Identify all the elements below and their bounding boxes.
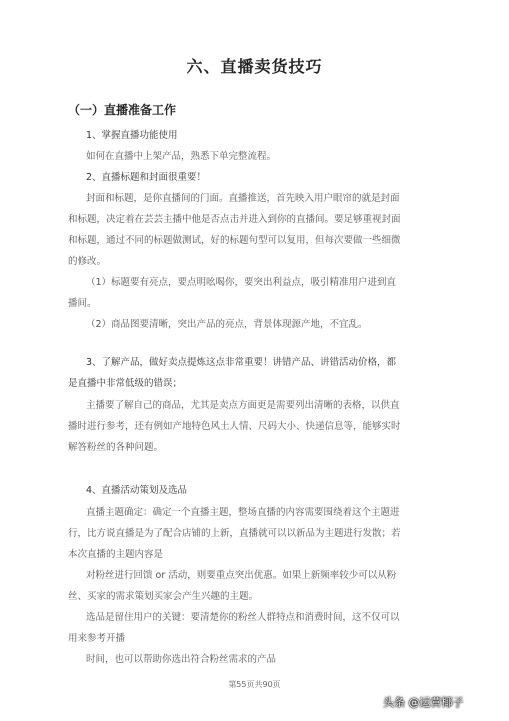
paragraph-line: （1）标题要有亮点，要点明吆喝你，要突出利益点，吸引精准用户进到直 [86, 277, 397, 288]
paragraph-line: 时间，也可以帮助你选出符合粉丝需求的产品 [86, 654, 277, 665]
paragraph-line: 主播要了解自己的商品，尤其是卖点方面更是需要列出清晰的表格，以供直 [86, 400, 400, 411]
paragraph-line: 播时进行参考，还有例如产地特色风土人情、尺码大小、快递信息等，能够实时 [68, 421, 401, 432]
subheading-3: 3、了解产品，做好卖点提炼这点非常重要！讲错产品、讲错活动价格，都 [86, 357, 397, 368]
paragraph-line: 选品是留住用户的关键：要清楚你的粉丝人群特点和消费时间，这不仅可以 [86, 612, 400, 623]
paragraph-line: 用来参考开播 [68, 633, 126, 644]
subheading-2: 2、直播标题和封面很重要！ [86, 172, 207, 183]
paragraph-line: 是直播中非常低级的错误； [68, 378, 183, 389]
paragraph-line: 解答粉丝的各种问题。 [68, 442, 164, 453]
subheading-4: 4、直播活动策划及选品 [86, 485, 188, 496]
page-title: 六、直播卖货技巧 [186, 57, 323, 76]
watermark: 头条 @运营椰子 [383, 696, 464, 709]
paragraph-line: （2）商品图要清晰，突出产品的亮点，背景体现源产地，不宜乱。 [86, 319, 368, 330]
paragraph-line: 播间。 [68, 298, 97, 309]
paragraph-line: 行，比方说直播是为了配合店铺的上新，直播就可以以新品为主题进行发散；若 [68, 528, 401, 539]
page-number: 第55页共90页 [228, 680, 281, 689]
paragraph-line: 直播主题确定：确定一个直播主题，整场直播的内容需要围绕着这个主题进 [86, 507, 400, 518]
paragraph-line: 封面和标题，是你直播间的门面。直播推送，首先映入用户眼帘的就是封面 [86, 193, 400, 204]
paragraph-line: 本次直播的主题内容是 [68, 549, 164, 560]
section-heading: （一）直播准备工作 [68, 103, 177, 117]
paragraph-line: 和标题，通过不同的标题做测试，好的标题句型可以复用，但每次要做一些细微 [68, 235, 401, 246]
paragraph-line: 丝、买家的需求策划买家会产生兴趣的主题。 [68, 591, 259, 602]
paragraph-line: 和标题，决定着在芸芸主播中他是否点击并进入到你的直播间。要足够重视封面 [68, 214, 401, 225]
paragraph-line: 如何在直播中上架产品，熟悉下单完整流程。 [86, 151, 277, 162]
subheading-1: 1、掌握直播功能使用 [86, 130, 178, 141]
paragraph-line: 的修改。 [68, 256, 107, 267]
paragraph-line: 对粉丝进行回馈 or 活动，则要重点突出优惠。如果上新频率较少可以从粉 [86, 570, 397, 581]
